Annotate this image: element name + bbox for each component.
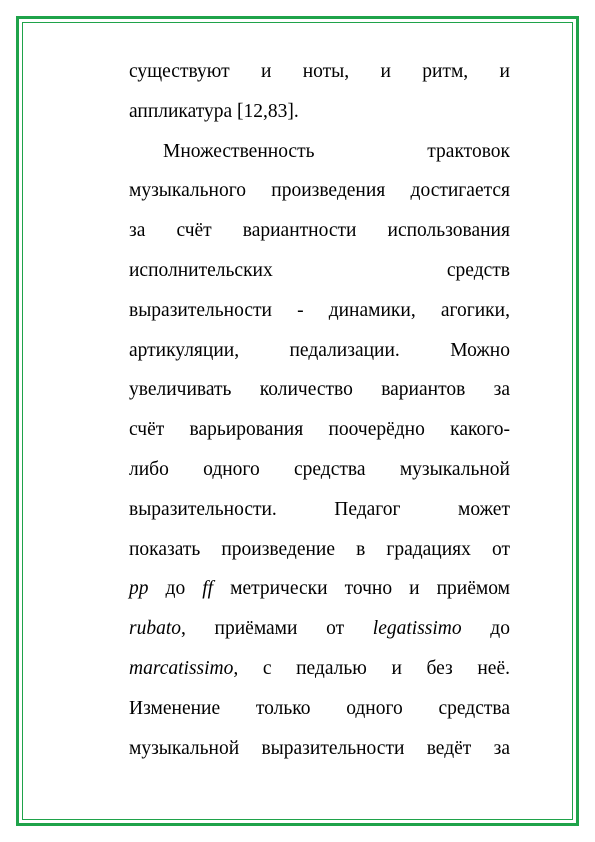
word (427, 649, 453, 689)
word (303, 52, 349, 92)
word-text: музыкальной (129, 737, 240, 759)
word (381, 370, 465, 410)
text-line (129, 52, 510, 92)
word-text: выразительности (129, 299, 272, 321)
word-punct: , (181, 618, 186, 640)
word (345, 569, 393, 609)
word-text: без (426, 657, 453, 679)
word (356, 530, 365, 570)
word (129, 410, 164, 450)
word-text: либо (129, 458, 169, 480)
word-text: средства (438, 697, 510, 719)
word-text: музыкальной (399, 458, 510, 480)
word-text: выразительности (261, 737, 405, 759)
text-line (129, 689, 510, 729)
word (328, 410, 424, 450)
word-text: динамики, (328, 299, 416, 321)
word-text: за (493, 737, 510, 759)
word (129, 291, 272, 331)
word (261, 52, 271, 92)
word (500, 52, 510, 92)
word (290, 331, 400, 371)
word-text: за (129, 220, 146, 242)
word-text: с (262, 657, 272, 679)
word-text: трактовок (427, 140, 510, 162)
word (261, 729, 404, 769)
word-text: от (491, 538, 510, 560)
word-text: и (260, 61, 272, 82)
word-text: rubato (129, 618, 182, 640)
word (202, 569, 213, 609)
word (494, 370, 510, 410)
word (129, 450, 169, 490)
word-text: и (380, 61, 391, 82)
text-line (129, 490, 510, 530)
word-text: Можно (450, 339, 510, 361)
text-line (129, 729, 510, 769)
word (427, 132, 510, 172)
word-text: средства (294, 458, 366, 480)
word-text: вариантности (242, 220, 357, 242)
word (373, 609, 462, 649)
word (129, 490, 277, 530)
word-text: ритм, (422, 61, 469, 82)
word (296, 649, 367, 689)
word (163, 132, 315, 172)
word-text: и (499, 61, 510, 82)
word-text: средств (446, 259, 510, 281)
word (490, 609, 510, 649)
word (294, 450, 366, 490)
word-text: поочерёдно (328, 419, 425, 441)
word-text: Изменение (129, 697, 221, 719)
word (215, 609, 298, 649)
word-text: одного (203, 458, 260, 480)
word (386, 530, 471, 570)
word-text: педалью (296, 657, 367, 679)
word (129, 251, 273, 291)
word-text: ноты, (302, 61, 350, 82)
word (230, 569, 327, 609)
word (256, 689, 311, 729)
text-line (129, 331, 510, 371)
word (271, 171, 385, 211)
word-text: использования (387, 220, 510, 242)
word (346, 689, 403, 729)
word-text: достигается (410, 180, 510, 202)
word (129, 52, 230, 92)
word (388, 211, 510, 251)
word-text: музыкального (129, 180, 246, 202)
word (380, 52, 390, 92)
word-text: показать (129, 538, 201, 560)
word-text: Множественность (163, 140, 315, 162)
word-text: неё. (477, 657, 510, 679)
word-text: вариантов (381, 379, 466, 401)
word (458, 490, 510, 530)
word (450, 331, 510, 371)
word (437, 569, 510, 609)
word-text: агогики, (440, 299, 510, 321)
word (129, 689, 220, 729)
text-line (129, 251, 510, 291)
word (441, 291, 510, 331)
word-text: от (326, 618, 345, 640)
word (129, 331, 239, 371)
word-text: произведение (221, 538, 336, 560)
word-text: метрически (230, 578, 328, 600)
word-text: градациях (386, 538, 471, 560)
text-line (129, 569, 510, 609)
word-text: варьирования (189, 419, 304, 441)
word (129, 649, 238, 689)
word (260, 370, 353, 410)
text-line (129, 450, 510, 490)
word (447, 251, 510, 291)
word-text: точно (344, 578, 393, 600)
text-line (129, 171, 510, 211)
word-text: Педагог (334, 498, 401, 520)
word (422, 52, 468, 92)
word-text: до (490, 618, 510, 640)
word (129, 729, 239, 769)
text-line (129, 649, 510, 689)
word-text: marcatissimo, (129, 657, 239, 679)
word-text: до (165, 578, 186, 600)
word (129, 609, 186, 649)
word-text: ведёт (426, 737, 472, 759)
word-text: - (297, 299, 304, 321)
body-text (129, 52, 510, 768)
word (166, 569, 186, 609)
word-text: одного (346, 697, 403, 719)
text-line (129, 410, 510, 450)
word-text: в (356, 538, 366, 560)
word-text: за (493, 379, 510, 401)
word (297, 291, 304, 331)
word (129, 171, 246, 211)
word (263, 649, 272, 689)
word-text: выразительности. (129, 498, 277, 520)
text-line (129, 211, 510, 251)
word-text: артикуляции, (129, 339, 240, 361)
word-text: увеличивать (129, 379, 232, 401)
word-text: количество (259, 379, 353, 401)
text-line (129, 609, 510, 649)
word (450, 410, 510, 450)
word-text: исполнительских (129, 259, 273, 281)
word (190, 410, 304, 450)
word (438, 689, 510, 729)
word-text: и (409, 578, 420, 600)
text-line (129, 92, 510, 132)
word-text: какого- (450, 419, 510, 441)
word (326, 609, 344, 649)
word (221, 530, 335, 570)
word-text: аппликатура [12,83]. (129, 100, 299, 122)
word-text: счёт (176, 220, 212, 242)
word (129, 211, 145, 251)
word (492, 530, 510, 570)
word (129, 569, 149, 609)
word (400, 450, 510, 490)
word-text: существуют (129, 61, 230, 82)
word-text: педализации. (289, 339, 400, 361)
word (176, 211, 211, 251)
text-line (129, 370, 510, 410)
word (329, 291, 416, 331)
word-text: приёмами (214, 618, 298, 640)
word (409, 569, 419, 609)
word-text: и (391, 657, 402, 679)
word (129, 530, 200, 570)
word (334, 490, 400, 530)
word (494, 729, 510, 769)
word (427, 729, 472, 769)
word-text: произведения (271, 180, 386, 202)
word-text: может (457, 498, 510, 520)
word (243, 211, 357, 251)
word-text: ff (202, 578, 214, 600)
word-text: только (255, 697, 311, 719)
word (129, 370, 231, 410)
word (203, 450, 260, 490)
text-line (129, 132, 510, 172)
word (129, 92, 299, 132)
word-text: счёт (129, 419, 165, 441)
word (391, 649, 401, 689)
text-line (129, 530, 510, 570)
word-text: pp (129, 578, 149, 600)
word-text: приёмом (436, 578, 510, 600)
word (477, 649, 510, 689)
text-line (129, 291, 510, 331)
word-text: legatissimo (372, 618, 462, 640)
word (411, 171, 510, 211)
